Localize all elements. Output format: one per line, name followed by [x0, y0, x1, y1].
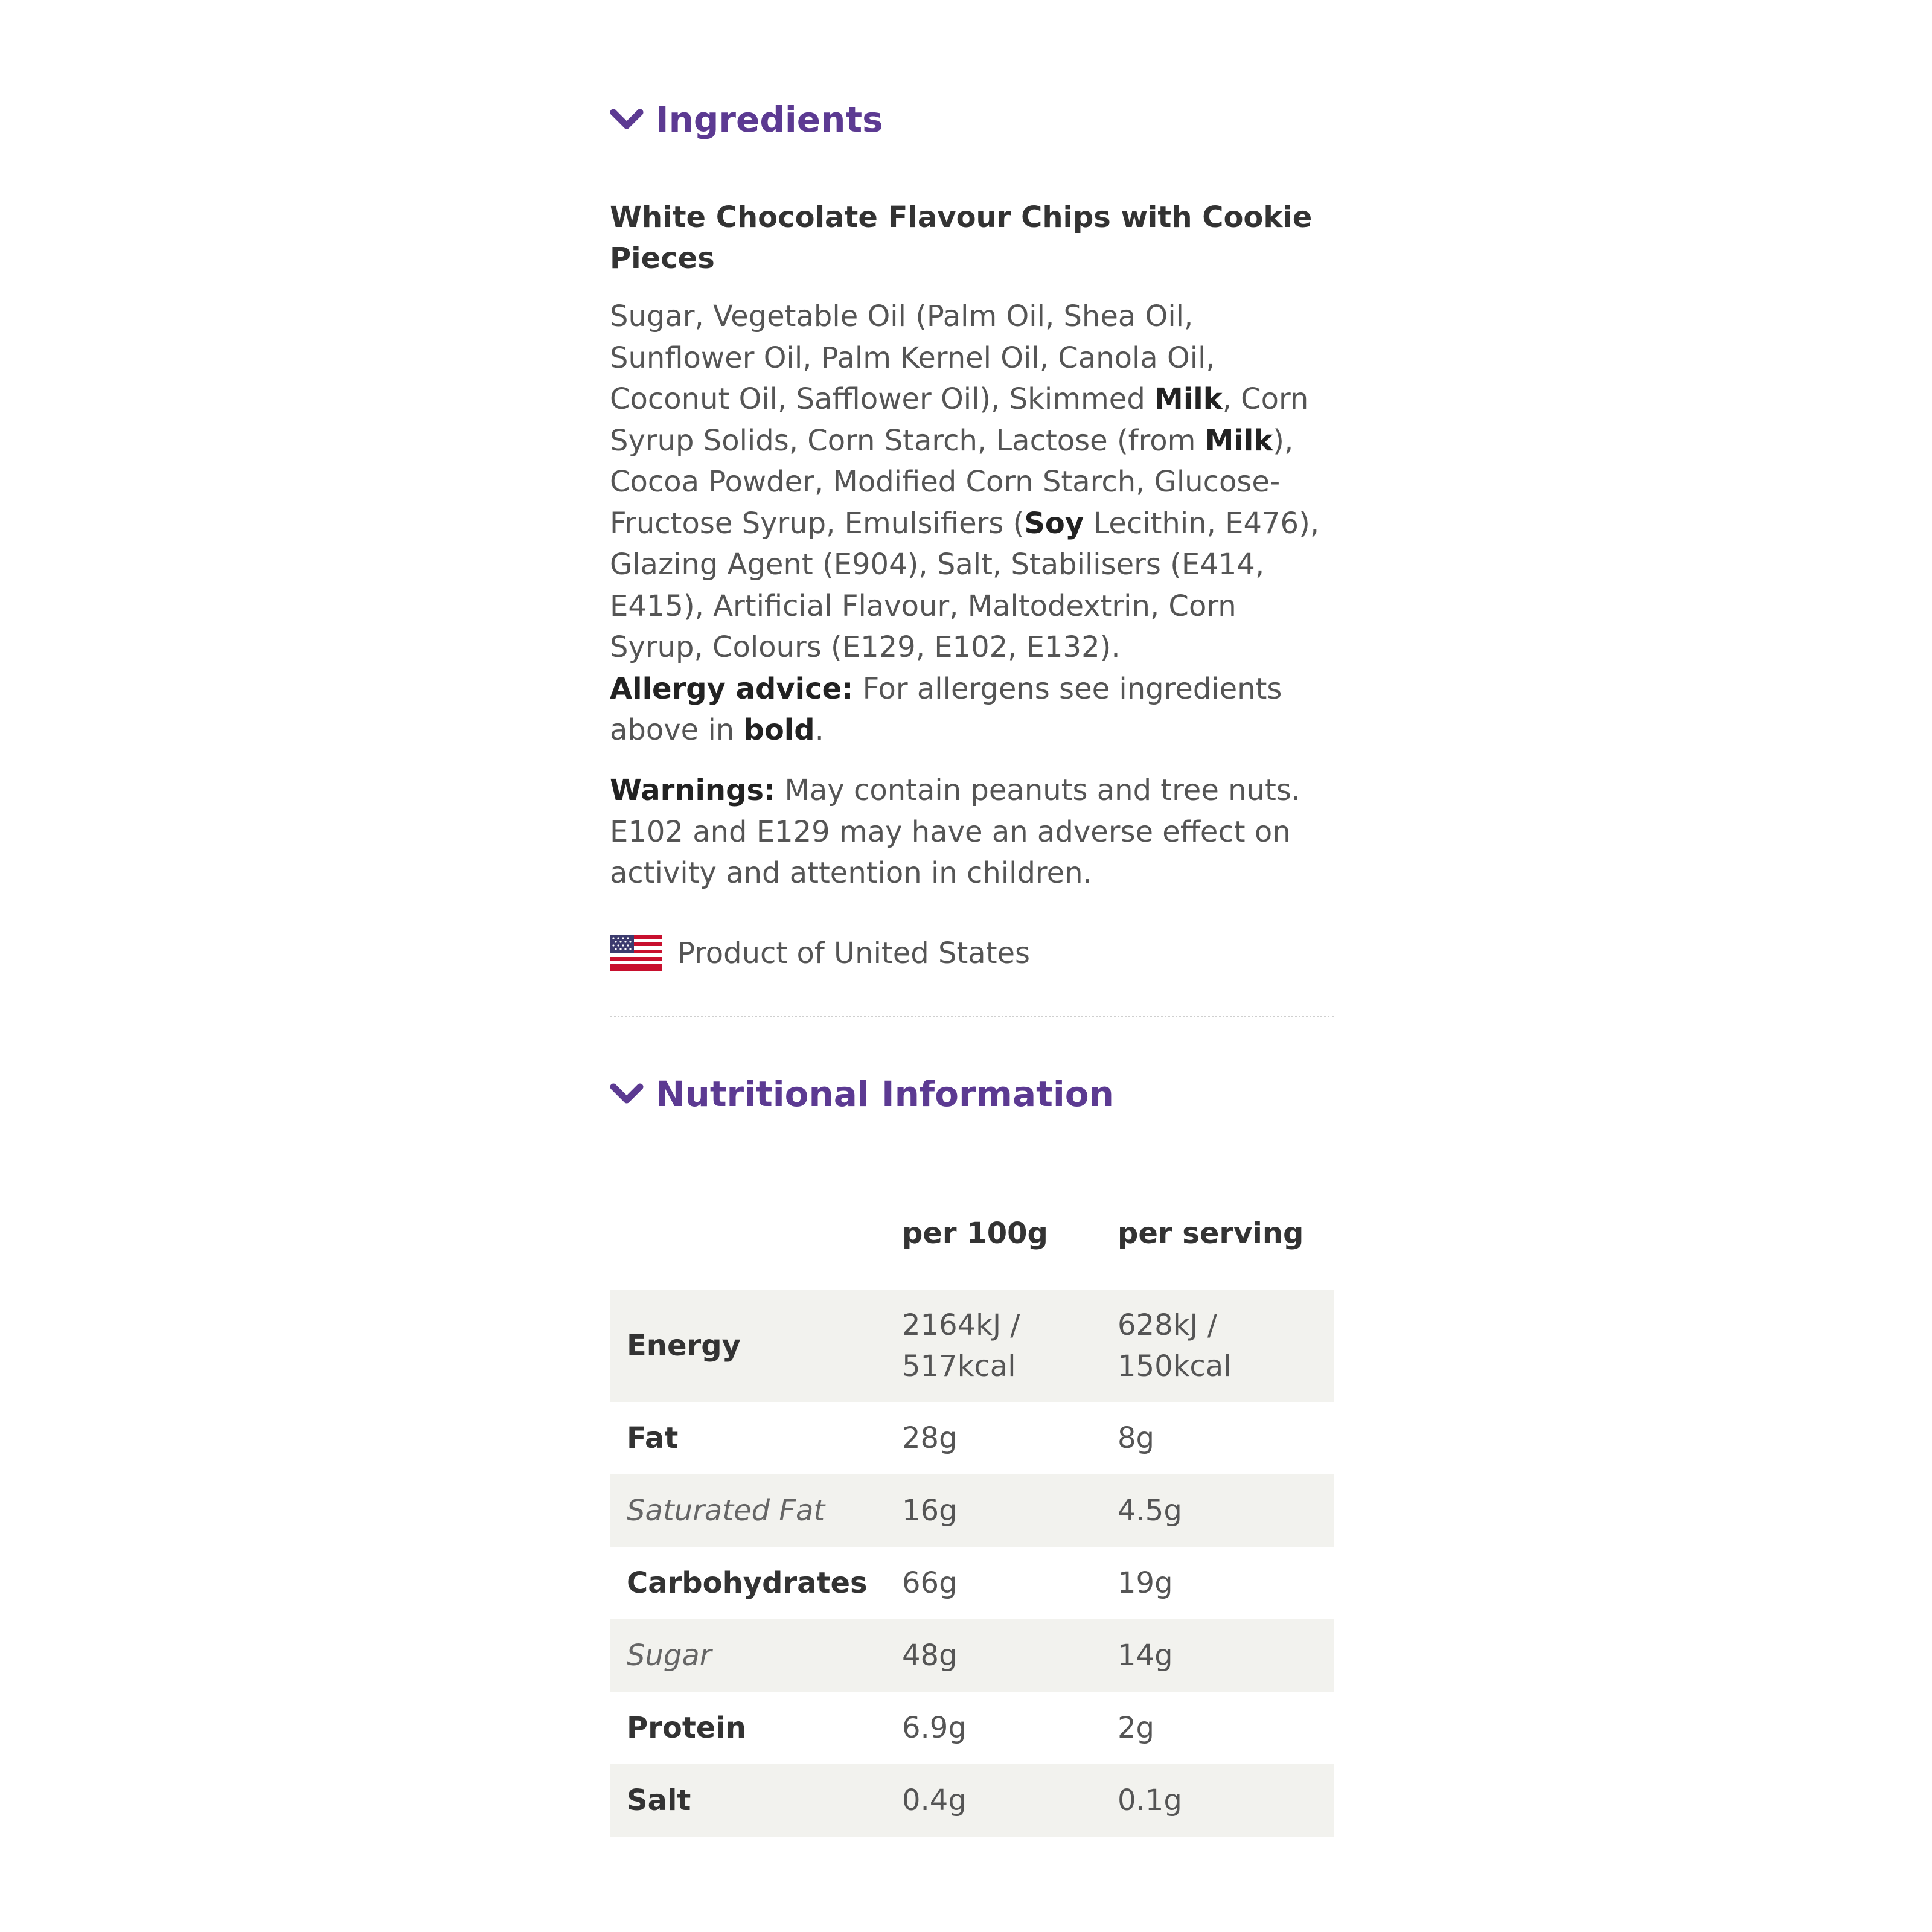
nutrient-per-serving: 0.1g [1118, 1783, 1182, 1817]
nutrient-name: Carbohydrates [627, 1566, 868, 1600]
table-row [610, 1547, 1334, 1619]
nutrient-per-serving: 14g [1118, 1639, 1173, 1672]
nutrient-per-100g: 6.9g [902, 1711, 967, 1745]
table-row [610, 1692, 1334, 1764]
section-divider [610, 1016, 1334, 1017]
nutrient-per-serving: 628kJ / 150kcal [1118, 1308, 1232, 1383]
nutrient-name: Sugar [627, 1639, 712, 1672]
nutrient-per-100g: 2164kJ / 517kcal [902, 1308, 1020, 1383]
nutrition-toggle[interactable] [610, 1064, 1114, 1124]
product-title: White Chocolate Flavour Chips with Cookie Pieces [610, 200, 1313, 275]
allergy-advice-bold: bold [743, 713, 815, 747]
us-flag-icon [610, 935, 662, 971]
warnings-label: Warnings: [610, 773, 776, 807]
product-origin [610, 932, 1030, 975]
chevron-down-icon [610, 107, 644, 132]
nutrient-per-100g: 28g [902, 1421, 958, 1455]
nutrient-per-100g: 48g [902, 1639, 958, 1672]
nutrient-name: Fat [627, 1421, 679, 1455]
table-row [610, 1290, 1334, 1402]
ingredients-toggle[interactable] [610, 89, 883, 150]
table-row [610, 1474, 1334, 1547]
warnings [610, 770, 1334, 894]
header-per-serving: per serving [1118, 1217, 1304, 1250]
table-row [610, 1619, 1334, 1692]
nutrition-heading: Nutritional Information [656, 1073, 1114, 1115]
allergy-advice-label: Allergy advice: [610, 671, 854, 706]
allergy-advice-text: For allergens see ingredients above in [610, 671, 1282, 747]
nutrient-name: Saturated Fat [627, 1494, 825, 1527]
ingredients-heading: Ingredients [656, 99, 883, 140]
table-row [610, 1764, 1334, 1837]
origin-text: Product of United States [677, 936, 1031, 970]
chevron-down-icon [610, 1082, 644, 1106]
nutrient-per-100g: 16g [902, 1494, 958, 1527]
nutrient-per-100g: 66g [902, 1566, 958, 1600]
allergen-milk: Milk [1154, 382, 1223, 416]
warnings-text: May contain peanuts and tree nuts. E102 and E129 may have an adverse effect on activity and attention in children. [610, 773, 1301, 890]
nutrient-per-serving: 2g [1118, 1711, 1155, 1745]
nutrient-name: Salt [627, 1783, 691, 1817]
ingredients-text-part: Lecithin, E476), Glazing Agent (E904), Salt, Stabilisers (E414, E415), Artificial Flavour, Maltodextrin, Corn Syrup, Colours (E129, E102, E132). [610, 506, 1320, 664]
allergen-soy: Soy [1024, 506, 1084, 540]
ingredients-list [610, 296, 1334, 751]
ingredients-text-part: ), Cocoa Powder, Modified Corn Starch, Glucose-Fructose Syrup, Emulsifiers ( [610, 423, 1294, 540]
nutrient-per-serving: 8g [1118, 1421, 1155, 1455]
ingredients-text-part: , Corn Syrup Solids, Corn Starch, Lactose (from [610, 382, 1309, 458]
header-per-100g: per 100g [902, 1217, 1048, 1250]
allergy-advice-end: . [814, 713, 824, 747]
nutrient-name: Energy [627, 1329, 741, 1363]
nutrition-table [610, 1177, 1334, 1837]
nutrient-per-100g: 0.4g [902, 1783, 967, 1817]
allergen-milk: Milk [1204, 423, 1273, 458]
nutrient-per-serving: 4.5g [1118, 1494, 1182, 1527]
ingredients-text-part: Sugar, Vegetable Oil (Palm Oil, Shea Oil, Sunflower Oil, Palm Kernel Oil, Canola Oil, Coconut Oil, Safflower Oil), Skimmed [610, 299, 1215, 416]
nutrient-per-serving: 19g [1118, 1566, 1173, 1600]
nutrient-name: Protein [627, 1711, 746, 1745]
table-row [610, 1402, 1334, 1474]
table-header-row [610, 1177, 1334, 1290]
